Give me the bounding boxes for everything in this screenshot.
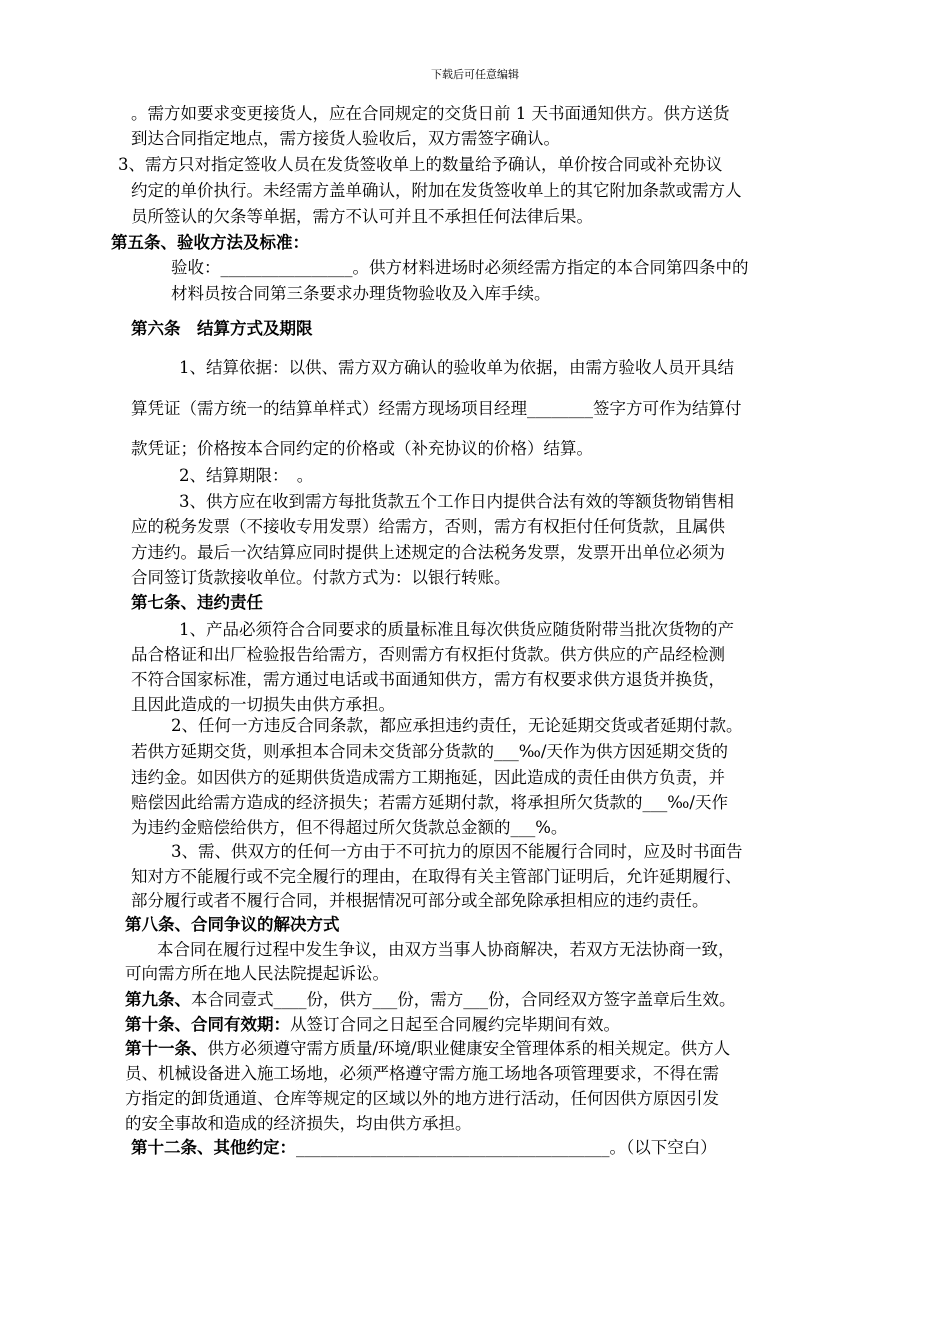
text-segment: 部分履行或者不履行合同，并根据情况可部分或全部免除承担相应的违约责任。 [131, 891, 709, 910]
text-line [131, 516, 725, 538]
fill-in-blank: ________________ [220, 258, 353, 277]
text-line [179, 491, 734, 513]
heading-text: 第七条、违约责任 [131, 593, 263, 612]
text-line [131, 767, 725, 789]
text-segment: 3、供方应在收到需方每批货款五个工作日内提供合法有效的等额货物销售相 [179, 492, 734, 511]
text-segment: 2、结算期限： 。 [179, 466, 314, 485]
text-segment: 。（以下空白） [609, 1138, 717, 1157]
text-segment: 材料员按合同第三条要求办理货物验收及入库手续。 [171, 284, 551, 303]
text-segment: 算凭证（需方统一的结算单样式）经需方现场项目经理 [131, 399, 527, 418]
text-line [131, 866, 742, 888]
text-segment: 2、任何一方违反合同条款，都应承担违约责任，无论延期交货或者延期付款。 [171, 716, 743, 735]
text-segment: 供方必须遵守需方质量/环境/职业健康安全管理体系的相关规定。供方人 [207, 1039, 731, 1058]
text-line [131, 103, 730, 125]
text-segment: 3、需、供双方的任何一方由于不可抗力的原因不能履行合同时，应及时书面告 [171, 842, 743, 861]
text-line [118, 154, 723, 176]
section-heading [125, 914, 340, 936]
heading-text: 第六条 结算方式及期限 [131, 319, 313, 338]
text-line [171, 715, 743, 737]
text-line [171, 257, 749, 279]
text-segment: ‰/天作 [667, 793, 728, 812]
heading-text: 第十二条、其他约定： [131, 1138, 296, 1157]
text-segment: 员所签认的欠条等单据，需方不认可并且不承担任何法律后果。 [131, 207, 593, 226]
text-segment: 1、产品必须符合合同要求的质量标准且每次供货应随货附带当批次货物的产 [179, 620, 734, 639]
fill-in-blank: ______________________________________ [296, 1138, 610, 1157]
heading-text: 第九条、 [125, 990, 191, 1009]
heading-text: 第五条、验收方法及标准： [111, 233, 309, 252]
text-line [131, 438, 593, 460]
text-line [131, 644, 725, 666]
text-segment: ‰/天作为供方因延期交货的 [518, 742, 728, 761]
text-segment: 1、结算依据：以供、需方双方确认的验收单为依据，由需方验收人员开具结 [179, 358, 734, 377]
text-line [131, 567, 511, 589]
text-segment: 违约金。如因供方的延期供货造成需方工期拖延，因此造成的责任由供方负责，并 [131, 768, 725, 787]
text-segment: 签字方可作为结算付 [593, 399, 742, 418]
text-line [171, 841, 743, 863]
text-segment: 且因此造成的一切损失由供方承担。 [131, 695, 395, 714]
text-segment: 赔偿因此给需方造成的经济损失；若需方延期付款，将承担所欠货款的 [131, 793, 643, 812]
text-line [131, 180, 742, 202]
text-line [125, 989, 736, 1011]
text-segment: 知对方不能履行或不完全履行的理由，在取得有关主管部门证明后，允许延期履行、 [131, 867, 742, 886]
text-segment: 应的税务发票（不接收专用发票）给需方，否则，需方有权拒付任何货款，且属供 [131, 517, 725, 536]
text-segment: 的安全事故和造成的经济损失，均由供方承担。 [125, 1114, 472, 1133]
text-line [131, 792, 728, 814]
text-line [131, 206, 593, 228]
heading-text: 第八条、合同争议的解决方式 [125, 915, 340, 934]
text-line [171, 283, 551, 305]
text-line [131, 398, 742, 420]
section-heading [131, 592, 263, 614]
text-segment: 本合同在履行过程中发生争议，由双方当事人协商解决，若双方无法协商一致， [157, 940, 735, 959]
text-segment: 方违约。最后一次结算应同时提供上述规定的合法税务发票，发票开出单位必须为 [131, 543, 725, 562]
text-segment: 合同签订货款接收单位。付款方式为：以银行转账。 [131, 568, 511, 587]
text-segment: 不符合国家标准，需方通过电话或书面通知供方，需方有权要求供方退货并换货， [131, 670, 725, 689]
text-line [131, 741, 728, 763]
text-segment: 为违约金赔偿给供方，但不得超过所欠货款总金额的 [131, 818, 511, 837]
text-line [125, 1088, 719, 1110]
text-segment: 从签订合同之日起至合同履约完毕期间有效。 [290, 1015, 620, 1034]
fill-in-blank: ___ [494, 742, 519, 761]
text-segment: 方指定的卸货通道、仓库等规定的区域以外的地方进行活动，任何因供方原因引发 [125, 1089, 719, 1108]
text-segment: 员、机械设备进入施工场地，必须严格遵守需方施工场地各项管理要求，不得在需 [125, 1064, 719, 1083]
text-line [131, 669, 725, 691]
text-line [125, 1113, 472, 1135]
text-segment: 品合格证和出厂检验报告给需方，否则需方有权拒付货款。供方供应的产品经检测 [131, 645, 725, 664]
heading-text: 第十一条、 [125, 1039, 208, 1058]
text-segment: 验收： [171, 258, 221, 277]
text-line [125, 963, 389, 985]
text-line [157, 939, 735, 961]
text-line [131, 542, 725, 564]
text-segment: 约定的单价执行。未经需方盖单确认，附加在发货签收单上的其它附加条款或需方人 [131, 181, 742, 200]
text-segment: 。供方材料进场时必须经需方指定的本合同第四条中的 [352, 258, 749, 277]
text-line [179, 357, 734, 379]
fill-in-blank: ________ [527, 399, 593, 418]
text-segment: 3、需方只对指定签收人员在发货签收单上的数量给予确认，单价按合同或补充协议 [118, 155, 723, 174]
section-heading [111, 232, 309, 254]
text-line [179, 465, 313, 487]
text-segment: 若供方延期交货，则承担本合同未交货部分货款的 [131, 742, 494, 761]
text-line [131, 817, 567, 839]
text-line [179, 619, 734, 641]
text-line [131, 128, 560, 150]
text-segment: 本合同壹式____份，供方___份，需方___份，合同经双方签字盖章后生效。 [191, 990, 736, 1009]
text-segment: %。 [535, 818, 568, 837]
text-line [131, 1137, 717, 1159]
text-segment: 。需方如要求变更接货人，应在合同规定的交货日前 1 天书面通知供方。供方送货 [131, 104, 730, 123]
heading-text: 第十条、合同有效期： [125, 1015, 290, 1034]
text-segment: 可向需方所在地人民法院提起诉讼。 [125, 964, 389, 983]
text-line [131, 890, 709, 912]
text-line [125, 1063, 719, 1085]
text-segment: 到达合同指定地点，需方接货人验收后，双方需签字确认。 [131, 129, 560, 148]
text-line [125, 1038, 730, 1060]
fill-in-blank: ___ [510, 818, 536, 837]
text-line [125, 1014, 620, 1036]
text-line [131, 694, 395, 716]
fill-in-blank: ___ [642, 793, 668, 812]
section-heading [131, 318, 313, 340]
page-header-note: 下载后可任意编辑 [431, 68, 519, 81]
text-segment: 款凭证；价格按本合同约定的价格或（补充协议的价格）结算。 [131, 439, 593, 458]
